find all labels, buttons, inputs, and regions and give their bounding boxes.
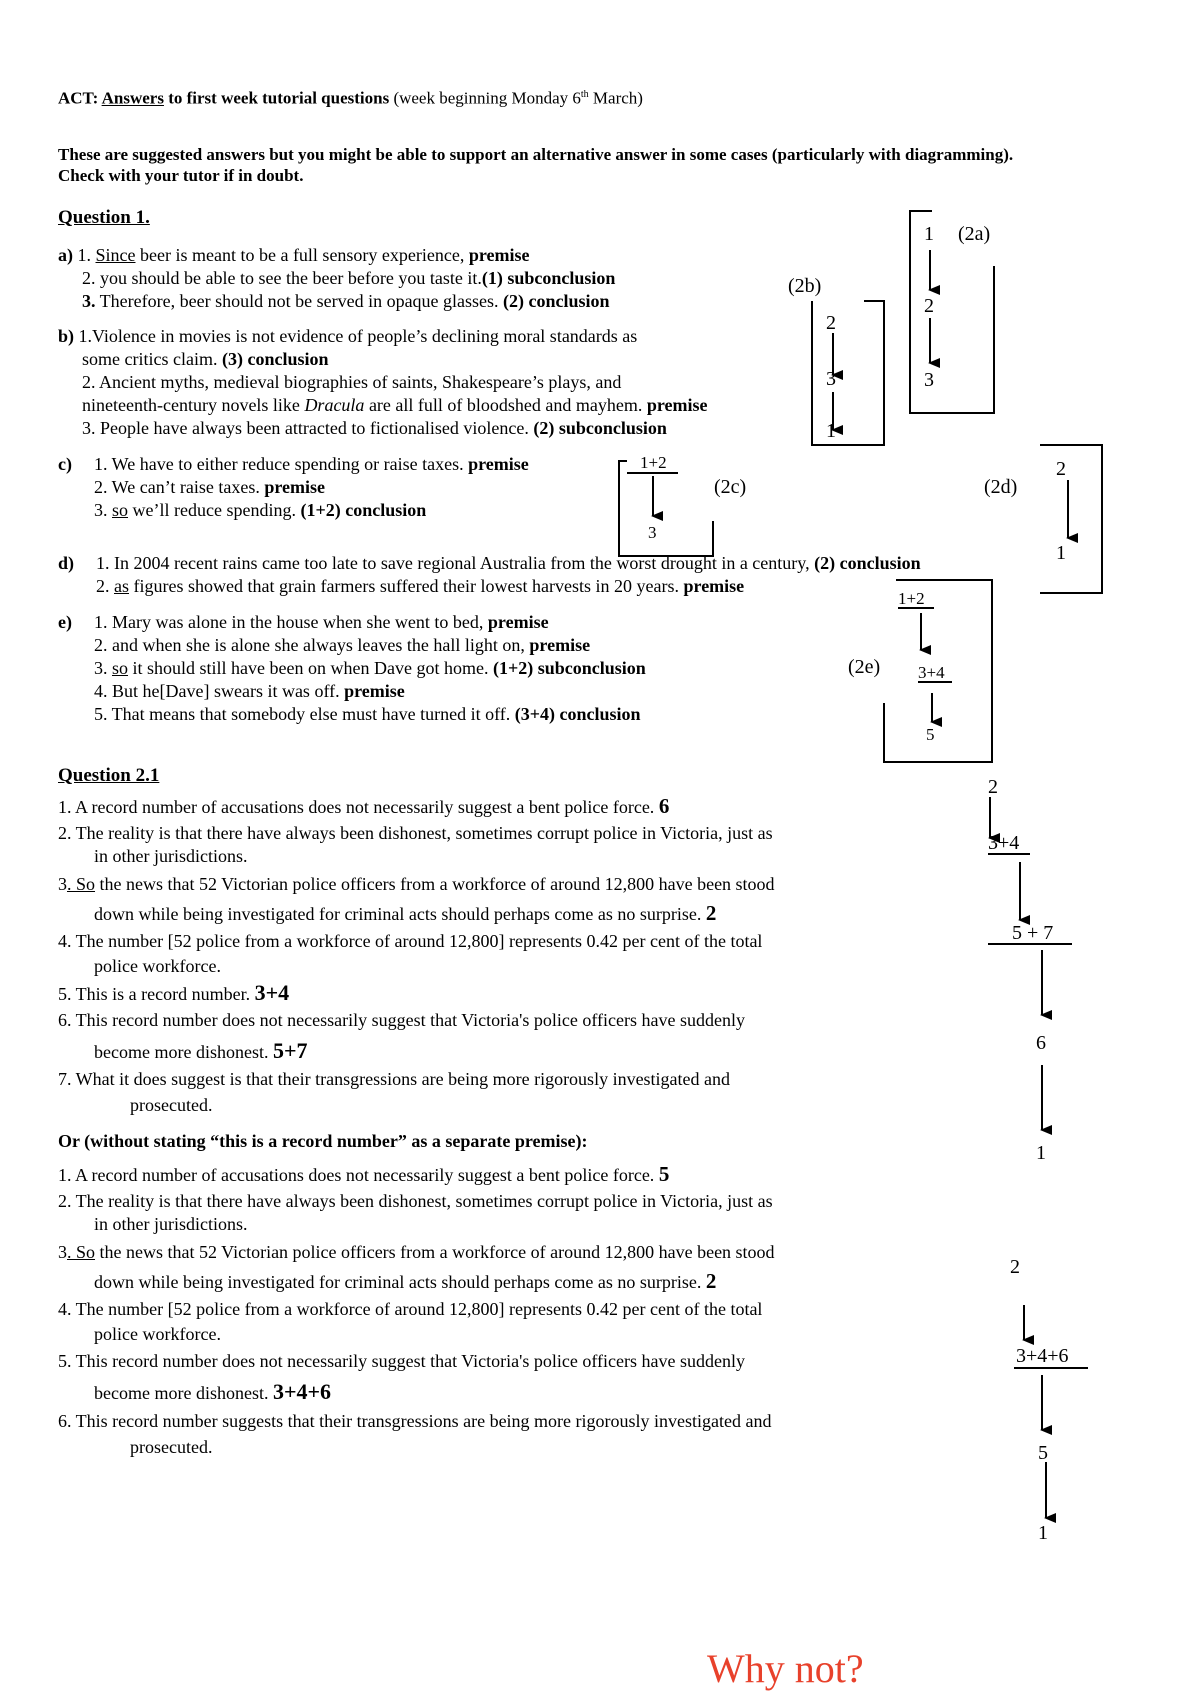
q21-v2-node: 2: [1010, 1256, 1020, 1278]
q21-v1-line-7b: prosecuted.: [130, 1095, 213, 1115]
q1b-line-2: 2. Ancient myths, medieval biographies of saints, Shakespeare’s plays, and: [82, 372, 622, 392]
diagram-2a-node: 1: [924, 223, 934, 245]
q21-v1-line-3: 3. So the news that 52 Victorian police officers from a workforce of around 12,800 have been stood: [58, 874, 775, 894]
diagram-2d-label: (2d): [984, 476, 1018, 498]
diagram-2e-node: 5: [926, 725, 935, 744]
q1e-line-4: 4. But he[Dave] swears it was off. premise: [94, 681, 405, 701]
doc-note-line-2: Check with your tutor if in doubt.: [58, 166, 304, 185]
q21-v1-line-7: 7. What it does suggest is that their transgressions are being more rigorously investigated and: [58, 1069, 731, 1089]
diagram-2e-node: 3+4: [918, 663, 945, 682]
q21-v2-line-4b: police workforce.: [94, 1324, 221, 1344]
diagram-2b-node: 3: [826, 368, 836, 390]
q1b-line-2b: nineteenth-century novels like Dracula are all full of bloodshed and mayhem. premise: [82, 395, 708, 415]
q21-v2-line-3: 3. So the news that 52 Victorian police officers from a workforce of around 12,800 have been stood: [58, 1242, 775, 1262]
q1a-line-3: 3. Therefore, beer should not be served in opaque glasses. (2) conclusion: [82, 291, 610, 311]
question-1-heading: Question 1.: [58, 207, 150, 228]
q1b-line-3: 3. People have always been attracted to fictionalised violence. (2) subconclusion: [82, 418, 667, 438]
q21-v2-node: 3+4+6: [1016, 1345, 1069, 1367]
diagram-2e-node: 1+2: [898, 589, 925, 608]
q21-v2-line-2: 2. The reality is that there have always been dishonest, sometimes corrupt police in Victoria, just as: [58, 1191, 773, 1211]
q21-v2-line-2b: in other jurisdictions.: [94, 1214, 248, 1234]
q1c-label: c): [58, 454, 72, 474]
q21-v1-line-4: 4. The number [52 police from a workforce of around 12,800] represents 0.42 per cent of the total: [58, 931, 763, 951]
q1e-line-5: 5. That means that somebody else must have turned it off. (3+4) conclusion: [94, 704, 641, 724]
q1e-label: e): [58, 612, 72, 632]
q1a-line-1: a) 1. Since beer is meant to be a full sensory experience, premise: [58, 245, 530, 265]
q1b-line-1: b) 1.Violence in movies is not evidence of people’s declining moral standards as: [58, 326, 638, 346]
q21-v1-line-6: 6. This record number does not necessarily suggest that Victoria's police officers have suddenly: [58, 1010, 745, 1030]
diagram-2c-node: 3: [648, 523, 657, 542]
why-not-annotation: Why not?: [707, 1646, 864, 1691]
q1e-line-2: 2. and when she is alone she always leaves the hall light on, premise: [94, 635, 591, 655]
q21-v1-line-2: 2. The reality is that there have always been dishonest, sometimes corrupt police in Victoria, just as: [58, 823, 773, 843]
diagram-2d-node: 1: [1056, 542, 1066, 564]
q21-v2-node: 1: [1038, 1522, 1048, 1544]
diagram-2b-node: 1: [826, 420, 836, 442]
diagram-2d-box: [1040, 445, 1102, 593]
q21-v1-node: 5 + 7: [1012, 922, 1054, 944]
diagram-2a-node: 2: [924, 295, 934, 317]
q1e-line-1: 1. Mary was alone in the house when she went to bed, premise: [94, 612, 549, 632]
q21-v1-node: 3+4: [988, 832, 1020, 854]
q21-v1-line-3b: down while being investigated for criminal acts should perhaps come as no surprise. 2: [94, 901, 717, 925]
question-2-1-heading: Question 2.1: [58, 765, 160, 786]
q21-v1-line-1: 1. A record number of accusations does not necessarily suggest a bent police force. 6: [58, 794, 670, 818]
diagram-2c-node: 1+2: [640, 453, 667, 472]
doc-note-line-1: These are suggested answers but you might be able to support an alternative answer in some cases (particularly with diagramming).: [58, 145, 1014, 164]
diagram-2c-label: (2c): [714, 476, 747, 498]
doc-title: ACT: Answers to first week tutorial questions (week beginning Monday 6th March): [58, 88, 643, 108]
q21-v1-line-6b: become more dishonest. 5+7: [94, 1038, 308, 1063]
diagram-2e-label: (2e): [848, 656, 881, 678]
q21-v1-node: 6: [1036, 1032, 1046, 1054]
q1d-label: d): [58, 553, 75, 573]
q21-v2-line-3b: down while being investigated for criminal acts should perhaps come as no surprise. 2: [94, 1269, 717, 1293]
q21-v2-line-5: 5. This record number does not necessarily suggest that Victoria's police officers have suddenly: [58, 1351, 745, 1371]
q1e-line-3: 3. so it should still have been on when Dave got home. (1+2) subconclusion: [94, 658, 646, 678]
q21-v2-line-1: 1. A record number of accusations does not necessarily suggest a bent police force. 5: [58, 1162, 670, 1186]
diagram-2b-label: (2b): [788, 275, 822, 297]
q21-v1-line-5: 5. This is a record number. 3+4: [58, 980, 290, 1005]
q1d-line-1: 1. In 2004 recent rains came too late to save regional Australia from the worst drought in a century, (2) conclusion: [96, 553, 921, 573]
q1c-line-2: 2. We can’t raise taxes. premise: [94, 477, 325, 497]
q1a-line-2: 2. you should be able to see the beer before you taste it.(1) subconclusion: [82, 268, 616, 288]
diagram-2b-node: 2: [826, 312, 836, 334]
diagram-2a-label: (2a): [958, 223, 991, 245]
q21-v2-node: 5: [1038, 1442, 1048, 1464]
q1d-line-2: 2. as figures showed that grain farmers suffered their lowest harvests in 20 years. premise: [96, 576, 745, 596]
q21-v2-line-6: 6. This record number suggests that their transgressions are being more rigorously investigated and: [58, 1411, 772, 1431]
q21-v1-node: 1: [1036, 1142, 1046, 1164]
q21-v2-line-4: 4. The number [52 police from a workforce of around 12,800] represents 0.42 per cent of the total: [58, 1299, 763, 1319]
q21-v1-node: 2: [988, 776, 998, 798]
diagram-2a-node: 3: [924, 369, 934, 391]
q1c-line-3: 3. so we’ll reduce spending. (1+2) conclusion: [94, 500, 427, 520]
diagram-2b-box: [812, 301, 884, 445]
q21-v1-line-2b: in other jurisdictions.: [94, 846, 248, 866]
q21-v1-line-4b: police workforce.: [94, 956, 221, 976]
diagram-2c-box: [619, 461, 713, 556]
q21-v2-line-5b: become more dishonest. 3+4+6: [94, 1379, 332, 1404]
q1c-line-1: 1. We have to either reduce spending or raise taxes. premise: [94, 454, 529, 474]
q21-v2-line-6b: prosecuted.: [130, 1437, 213, 1457]
q1b-line-1b: some critics claim. (3) conclusion: [82, 349, 329, 369]
q21-or-heading: Or (without stating “this is a record number” as a separate premise):: [58, 1131, 588, 1151]
diagram-2d-node: 2: [1056, 458, 1066, 480]
